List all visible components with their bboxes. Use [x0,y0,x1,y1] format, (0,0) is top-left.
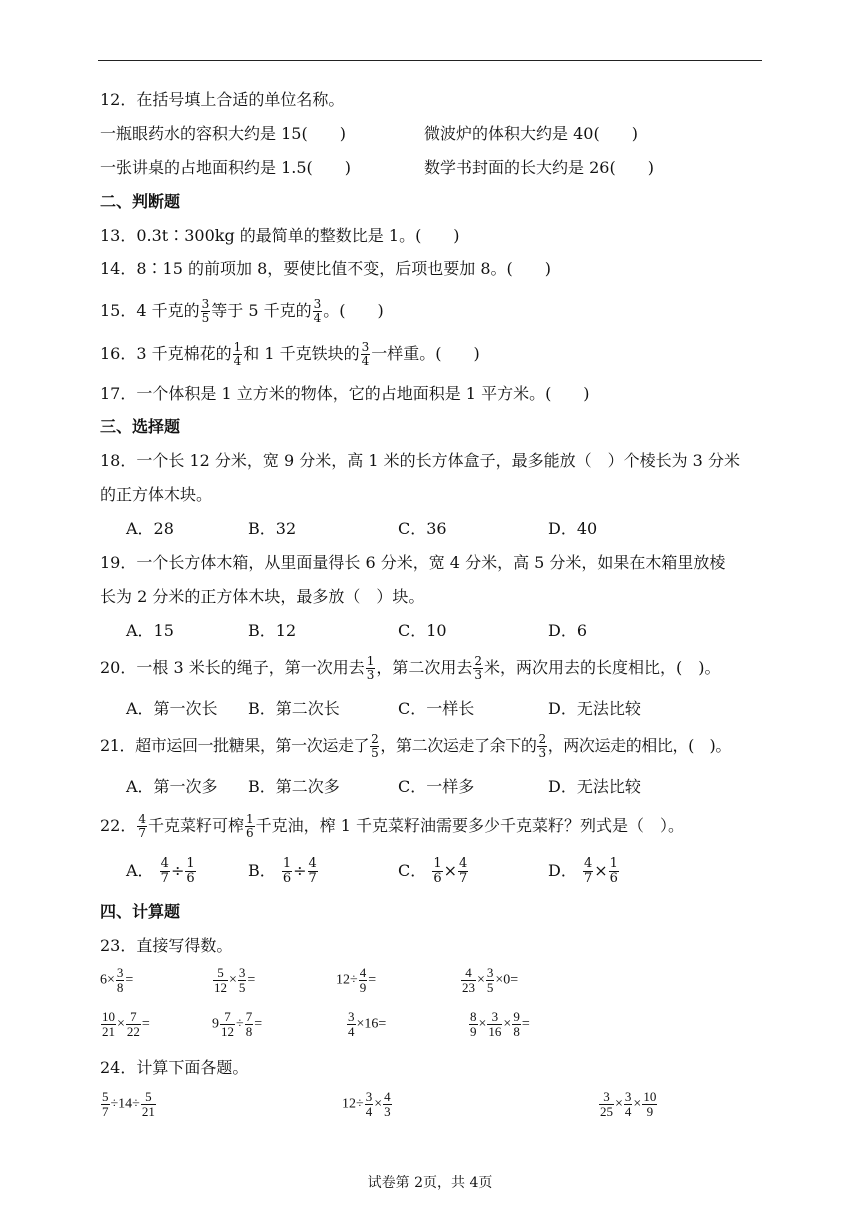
q22-option-b: B． $\frac{1}{6}$ ÷ $\frac{4}{7}$ [248,856,317,886]
q21-option-c: C．一样多 [398,777,475,796]
q19-option-c: C．10 [398,621,447,640]
q21-option-a: A．第一次多 [126,777,218,796]
q18-option-b: B．32 [248,519,297,538]
q21: 21．超市运回一批糖果，第一次运走了 $\frac{2}{5}$ ，第二次运走了余下的 $\frac{2}{3}$ ，两次运走的相比，( )。 [100,732,731,760]
q23-expr-7: $\frac{3}{4}$ ×16= [348,1009,387,1039]
section-2-title: 二、判断题 [100,192,181,211]
q18-line1: 18．一个长 12 分米，宽 9 分米，高 1 米的长方体盒子，最多能放（ ）个棱长为 3 分米 [100,451,740,470]
q23-expr-5: $\frac{10}{21}$ × $\frac{7}{22}$ = [102,1009,150,1039]
q23-expr-4: $\frac{4}{23}$ × $\frac{3}{5}$ ×0= [462,965,519,995]
q12-c: 一张讲桌的占地面积约是 1.5( ) [100,158,352,177]
q23-stem: 23．直接写得数。 [100,936,233,955]
header-rule [98,60,762,61]
q12-b: 微波炉的体积大约是 40( ) [424,124,638,143]
q18-option-d: D．40 [548,519,598,538]
q19-option-d: D．6 [548,621,588,640]
q20-option-b: B．第二次长 [248,699,340,718]
q19-line1: 19．一个长方体木箱，从里面量得长 6 分米，宽 4 分米，高 5 分米，如果在木箱里放棱 [100,553,726,572]
fraction: $\frac{2}{3}$ [538,732,546,760]
q22-option-c: C． $\frac{1}{6}$ × $\frac{4}{7}$ [398,856,468,886]
section-4-title: 四、计算题 [100,902,181,921]
q16: 16．3 千克棉花的 $\frac{1}{4}$ 和 1 千克铁块的 $\frac{3}{4}$ 一样重。( ) [100,340,480,368]
q18-line2: 的正方体木块。 [100,485,213,504]
q23-expr-2: $\frac{5}{12}$ × $\frac{3}{5}$ = [214,965,256,995]
q24-expr-3: $\frac{3}{25}$ × $\frac{3}{4}$ × $\frac{10}{9}$ [600,1089,657,1119]
q12-d: 数学书封面的长大约是 26( ) [424,158,654,177]
q24-expr-1: $\frac{5}{7}$ ÷14÷ $\frac{5}{21}$ [102,1089,155,1119]
q22-option-d: D． $\frac{4}{7}$ × $\frac{1}{6}$ [548,856,618,886]
q21-option-b: B．第二次多 [248,777,340,796]
fraction: $\frac{4}{7}$ [138,812,147,840]
q19-option-a: A．15 [126,621,174,640]
q21-option-d: D．无法比较 [548,777,641,796]
fraction: $\frac{1}{4}$ [233,340,242,368]
q18-option-c: C．36 [398,519,447,538]
q22: 22． $\frac{4}{7}$ 千克菜籽可榨 $\frac{1}{6}$ 千克油，榨 1 千克菜籽油需要多少千克菜籽？列式是（ ）。 [100,812,685,840]
q20: 20．一根 3 米长的绳子，第一次用去 $\frac{1}{3}$ ，第二次用去 $\frac{2}{3}$ 米，两次用去的长度相比，( )。 [100,654,721,682]
fraction: $\frac{3}{4}$ [361,340,370,368]
fraction: $\frac{2}{3}$ [474,654,483,682]
q19-line2: 长为 2 分米的正方体木块，最多放（ ）块。 [100,587,425,606]
fraction: $\frac{3}{4}$ [313,297,322,325]
section-3-title: 三、选择题 [100,417,181,436]
q24-stem: 24．计算下面各题。 [100,1058,249,1077]
q23-expr-6: 9 $\frac{7}{12}$ ÷ $\frac{7}{8}$ = [212,1009,263,1039]
q20-option-a: A．第一次长 [126,699,218,718]
fraction: $\frac{1}{3}$ [366,654,375,682]
q22-option-a: A． $\frac{4}{7}$ ÷ $\frac{1}{6}$ [126,856,195,886]
q23-expr-1: 6× $\frac{3}{8}$ = [100,965,134,995]
fraction: $\frac{1}{6}$ [246,812,254,840]
q12-stem: 12．在括号填上合适的单位名称。 [100,90,345,109]
q20-option-c: C．一样长 [398,699,475,718]
q20-option-d: D．无法比较 [548,699,641,718]
q15: 15．4 千克的 $\frac{3}{5}$ 等于 5 千克的 $\frac{3}{4}$ 。( ) [100,297,384,325]
q18-option-a: A．28 [126,519,174,538]
q24-expr-2: 12÷ $\frac{3}{4}$ × $\frac{4}{3}$ [342,1089,391,1119]
q23-expr-3: 12÷ $\frac{4}{9}$ = [336,965,377,995]
q14: 14．8∶15 的前项加 8，要使比值不变，后项也要加 8。( ) [100,259,552,278]
q19-option-b: B．12 [248,621,297,640]
q12-a: 一瓶眼药水的容积大约是 15( ) [100,124,346,143]
q17: 17．一个体积是 1 立方米的物体，它的占地面积是 1 平方米。( ) [100,384,590,403]
q13: 13．0.3t∶300kg 的最简单的整数比是 1。( ) [100,226,460,245]
q23-expr-8: $\frac{8}{9}$ × $\frac{3}{16}$ × $\frac{9}{8}$ = [470,1009,530,1039]
fraction: $\frac{2}{5}$ [371,732,379,760]
page-footer: 试卷第 2页，共 4页 [367,1175,493,1191]
fraction: $\frac{3}{5}$ [201,297,210,325]
